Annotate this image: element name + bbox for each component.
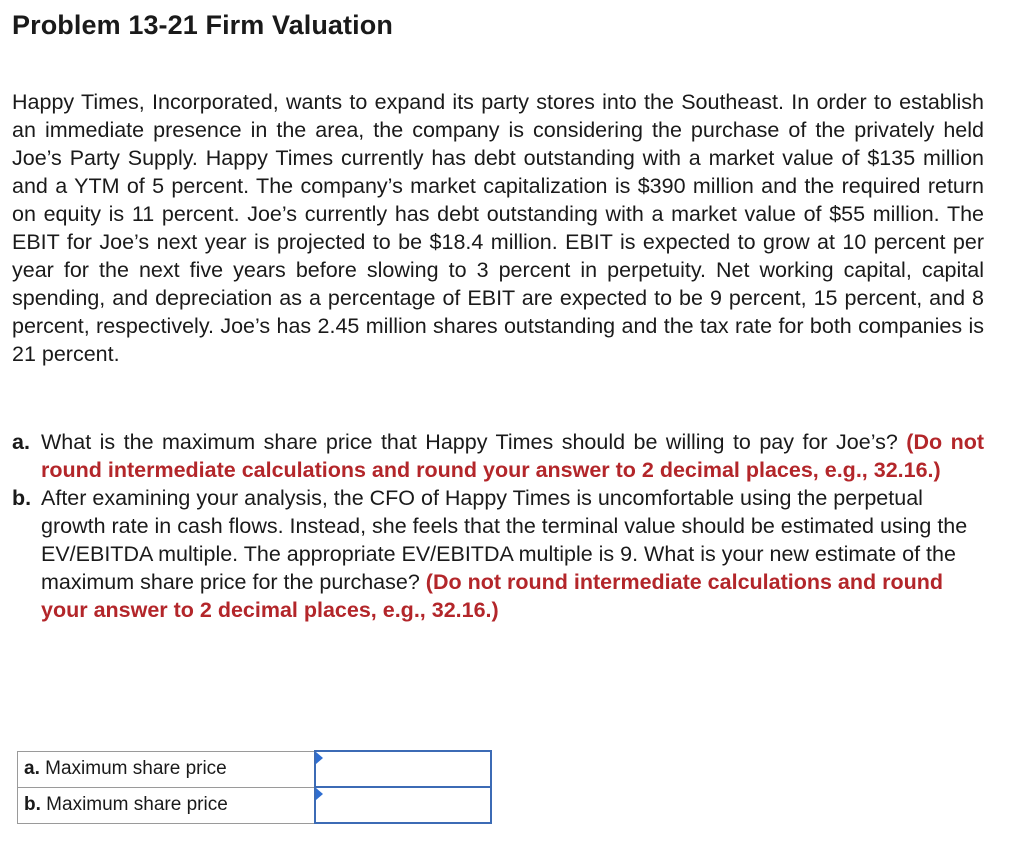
answer-b-label-cell <box>18 787 316 823</box>
answer-a-label: Maximum share price <box>45 758 227 779</box>
answer-b-label: Maximum share price <box>46 794 228 815</box>
question-a-instruction: (Do not round intermediate calculations and round your answer to 2 decimal places, e.g., 32.16.) <box>41 430 984 482</box>
question-b-text: After examining your analysis, the CFO of Happy Times is uncomfortable using the perpetual growth rate in cash flows. Instead, she feels that the terminal value should be estimated using the EV/EBITDA multiple. The appropriate EV/EBITDA multiple is 9. What is your new estimate of the maximum share price for the purchase? <box>41 486 968 594</box>
answer-a-marker: a. <box>24 758 40 779</box>
question-b-instruction: (Do not round intermediate calculations and round your answer to 2 decimal places, e.g., 32.16.) <box>41 570 944 622</box>
triangle-flag-icon <box>316 752 323 764</box>
answer-b-marker: b. <box>24 794 41 815</box>
question-b <box>12 484 984 624</box>
answer-a-input-cell[interactable] <box>315 751 491 787</box>
problem-body: Happy Times, Incorporated, wants to expand its party stores into the Southeast. In order to establish an immediate presence in the area, the company is considering the purchase of the privately held Joe’s Party Supply. Happy Times currently has debt outstanding with a market value of $135 million and a YTM of 5 percent. The company’s market capitalization is $390 million and the required return on equity is 11 percent. Joe’s currently has debt outstanding with a market value of $55 million. The EBIT for Joe’s next year is projected to be $18.4 million. EBIT is expected to grow at 10 percent per year for the next five years before slowing to 3 percent in perpetuity. Net working capital, capital spending, and depreciation as a percentage of EBIT are expected to be 9 percent, 15 percent, and 8 percent, respectively. Joe’s has 2.45 million shares outstanding and the tax rate for both companies is 21 percent. <box>12 90 984 366</box>
answer-a-input[interactable] <box>316 753 490 785</box>
question-b-marker: b. <box>12 486 32 510</box>
question-a <box>12 428 984 484</box>
question-a-text: What is the maximum share price that Happy Times should be willing to pay for Joe’s? <box>41 430 898 454</box>
answer-a-label-cell <box>18 751 316 787</box>
answer-b-input-cell[interactable] <box>315 787 491 823</box>
answer-table <box>17 750 492 824</box>
answer-row-a <box>18 751 492 787</box>
answer-b-input[interactable] <box>316 789 490 821</box>
triangle-flag-icon <box>316 788 323 800</box>
question-a-marker: a. <box>12 430 30 454</box>
problem-title: Problem 13-21 Firm Valuation <box>12 10 393 40</box>
answer-row-b <box>18 787 492 823</box>
question-list <box>12 428 984 624</box>
